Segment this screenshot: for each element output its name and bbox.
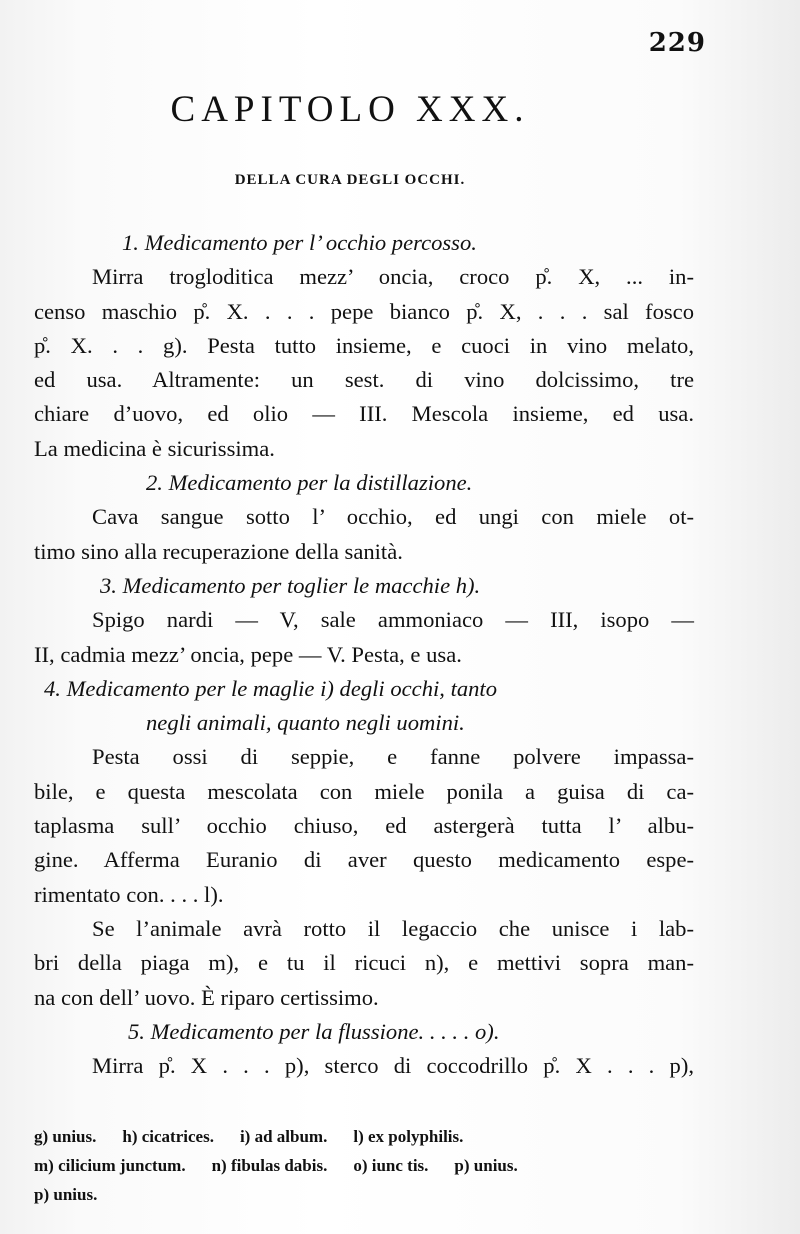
- chapter-subtitle: DELLA CURA DEGLI OCCHI.: [234, 172, 466, 188]
- section-heading-line: negli animali, quanto negli uomini.: [146, 710, 465, 736]
- text-line: gine. Afferma Euranio di aver questo medicamento espe-: [34, 847, 694, 873]
- footnotes: [34, 1122, 714, 1209]
- footnote-line: [34, 1180, 714, 1209]
- section-heading-line: 1. Medicamento per l’ occhio percosso.: [122, 230, 477, 255]
- text-line: p̊. X. . . g). Pesta tutto insieme, e cuoci in vino melato,: [34, 332, 694, 358]
- footnote: p) unius.: [454, 1156, 518, 1175]
- text-line: censo maschio p̊. X. . . . pepe bianco p̊. X, . . . sal fosco: [34, 298, 694, 324]
- text-line: ed usa. Altramente: un sest. di vino dolcissimo, tre: [34, 367, 694, 393]
- footnote: m) cilicium junctum.: [34, 1156, 186, 1175]
- footnote: p) unius.: [34, 1185, 98, 1204]
- text-line: chiare d’uovo, ed olio — III. Mescola insieme, ed usa.: [34, 401, 694, 427]
- section-heading-line: 3. Medicamento per toglier le macchie h).: [100, 572, 481, 598]
- text-line: rimentato con. . . . l).: [34, 881, 224, 907]
- text-line: timo sino alla recuperazione della sanità.: [34, 538, 403, 564]
- section-heading-line: 5. Medicamento per la flussione. . . . . o).: [128, 1018, 500, 1044]
- footnote: i) ad album.: [239, 1127, 328, 1146]
- text-line: Se l’animale avrà rotto il legaccio che unisce i lab-: [92, 915, 694, 941]
- footnote: n) fibulas dabis.: [211, 1156, 328, 1175]
- footnote: o) iunc tis.: [353, 1156, 429, 1175]
- footnote: l) ex polyphilis.: [353, 1127, 464, 1146]
- footnote-line: [34, 1122, 714, 1151]
- text-line: Spigo nardi — V, sale ammoniaco — III, isopo —: [92, 607, 694, 633]
- text-line: La medicina è sicurissima.: [34, 435, 275, 461]
- text-line: bile, e questa mescolata con miele ponila a guisa di ca-: [34, 778, 694, 804]
- footnote: h) cicatrices.: [122, 1127, 214, 1146]
- text-line: taplasma sull’ occhio chiuso, ed astergerà tutta l’ albu-: [34, 813, 694, 839]
- text-line: Cava sangue sotto l’ occhio, ed ungi con miele ot-: [92, 504, 694, 530]
- page-number: 229: [648, 28, 706, 58]
- footnote-line: [34, 1151, 714, 1180]
- text-line: Pesta ossi di seppie, e fanne polvere impassa-: [92, 744, 694, 770]
- text-line: na con dell’ uovo. È riparo certissimo.: [34, 984, 379, 1010]
- section-heading-line: 4. Medicamento per le maglie i) degli occhi, tanto: [44, 675, 498, 701]
- footnote: g) unius.: [34, 1127, 97, 1146]
- chapter-title: CAPITOLO XXX.: [170, 89, 530, 130]
- section-heading-line: 2. Medicamento per la distillazione.: [146, 470, 473, 496]
- text-line: bri della piaga m), e tu il ricuci n), e mettivi sopra man-: [34, 950, 694, 976]
- text-line: Mirra trogloditica mezz’ oncia, croco p̊. X, ... in-: [92, 264, 694, 290]
- body-text: [34, 226, 694, 1083]
- text-line: Mirra p̊. X . . . p), sterco di coccodrillo p̊. X . . . p),: [92, 1053, 694, 1079]
- text-line: II, cadmia mezz’ oncia, pepe — V. Pesta, e usa.: [34, 641, 462, 667]
